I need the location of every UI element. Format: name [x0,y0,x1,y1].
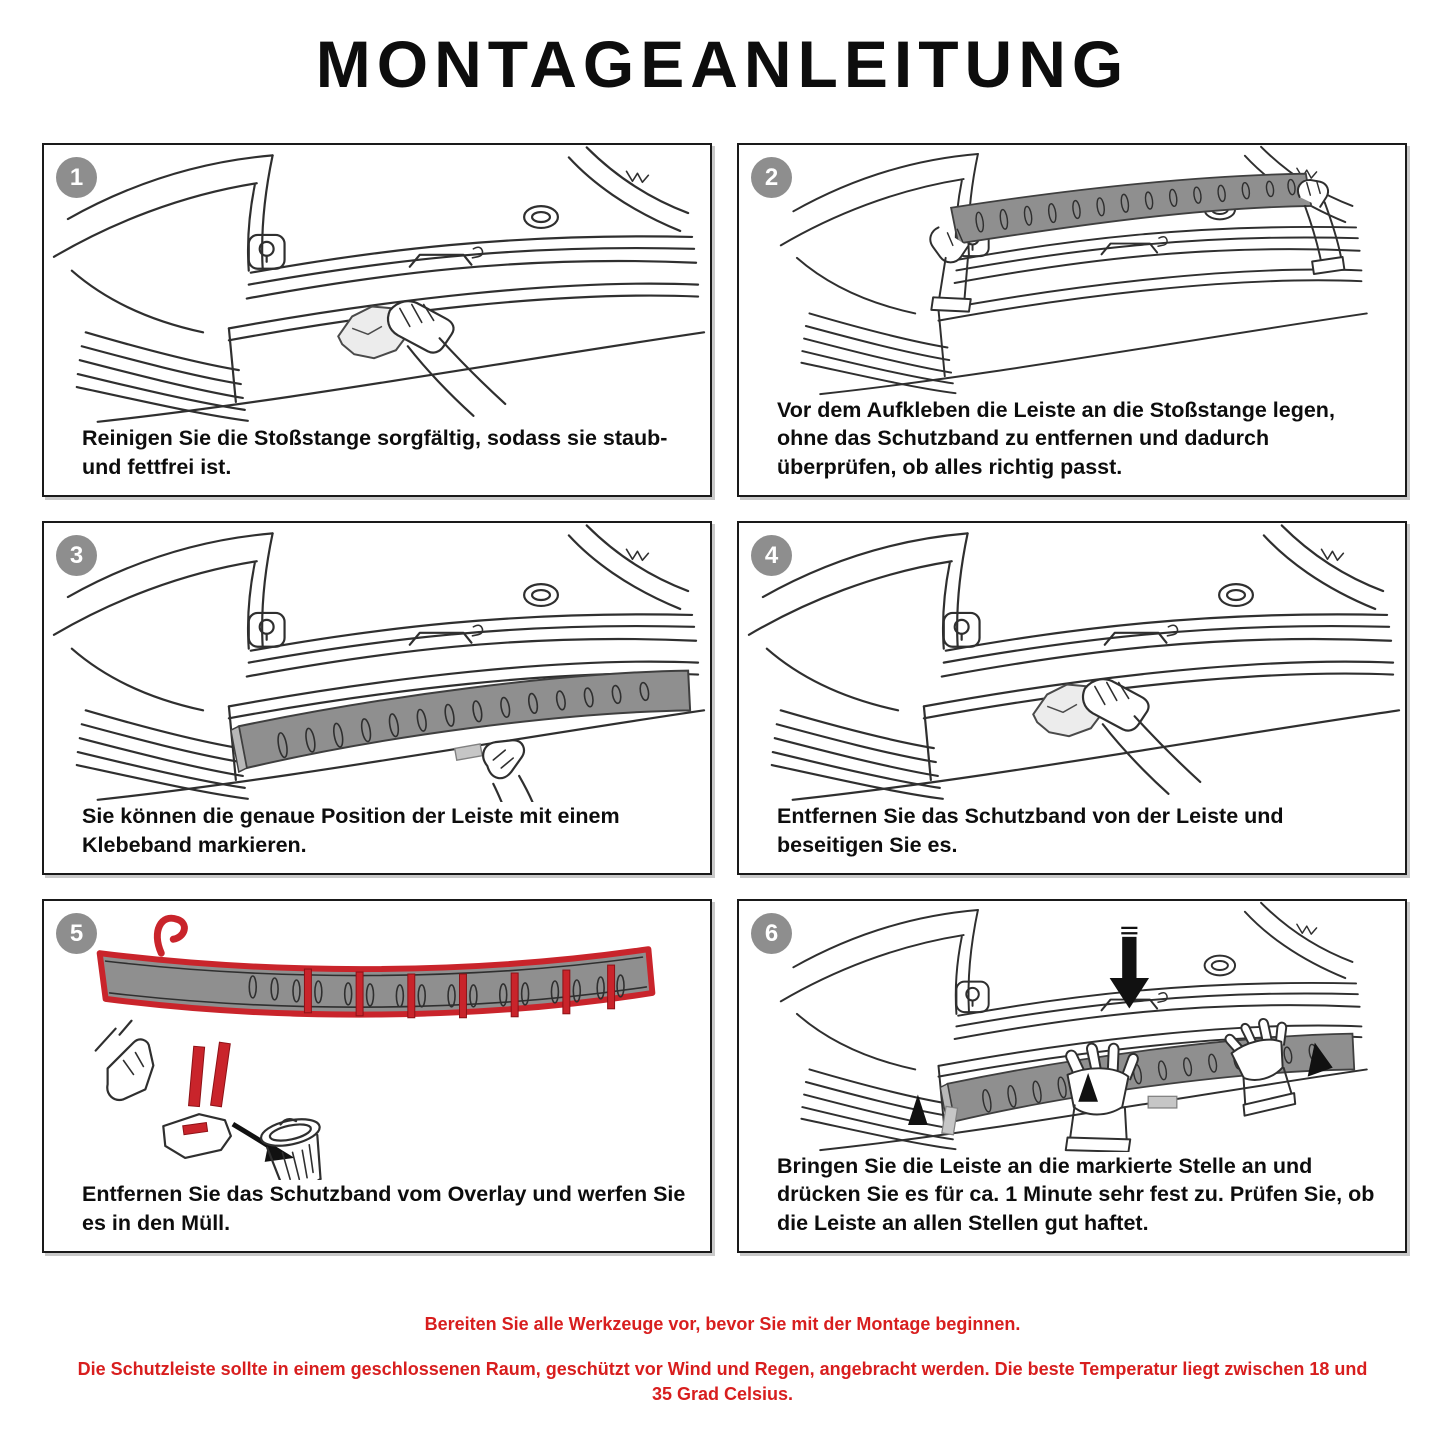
step-caption: Bringen Sie die Leiste an die markierte Stelle an und drücken Sie es für ca. 1 Minute sehr fest zu. Prüfen Sie, ob die Leiste an allen Stellen gut haftet. [777,1153,1375,1235]
step-caption: Entfernen Sie das Schutzband von der Leiste und beseitigen Sie es. [777,804,1284,857]
hand-marking-strip-position-with-tape-illustration [44,523,710,802]
step-caption: Vor dem Aufkleben die Leiste an die Stoßstange legen, ohne das Schutzband zu entfernen und dadurch überprüfen, ob alles richtig passt. [777,397,1335,479]
step-panel-6 [737,899,1407,1253]
steps-grid [42,143,1407,1253]
step-panel-5 [42,899,712,1253]
step-number-badge: 2 [751,157,792,198]
step-panel-1 [42,143,712,497]
step-caption: Entfernen Sie das Schutzband vom Overlay und werfen Sie es in den Müll. [82,1182,686,1235]
step-number-badge: 5 [56,913,97,954]
press-down-arrow [1110,928,1149,1009]
hand-with-tape [455,740,537,802]
hands-pressing-strip-with-arrows-illustration [739,901,1405,1152]
step-panel-3 [42,521,712,875]
footer-note-1: Bereiten Sie alle Werkzeuge vor, bevor Sie mit der Montage beginnen. [424,1314,1021,1334]
step-number-badge: 6 [751,913,792,954]
peeling-band-from-overlay-into-trash-illustration [44,901,710,1180]
footer-note-2: Die Schutzleiste sollte in einem geschlossenen Raum, geschützt vor Wind und Regen, angebracht werden. Die beste Temperatur liegt zwischen 18 und 35 Grad Celsius. [77,1359,1368,1404]
step-number-badge: 3 [56,535,97,576]
hand-removing-protective-band-illustration [739,523,1405,802]
step-panel-4 [737,521,1407,875]
step-caption: Sie können die genaue Position der Leiste mit einem Klebeband markieren. [82,804,620,857]
hand-wiping-bumper-with-cloth-illustration [44,145,710,424]
step-caption: Reinigen Sie die Stoßstange sorgfältig, sodass sie staub- und fettfrei ist. [82,426,668,479]
step-number-badge: 1 [56,157,97,198]
footer-notes [0,1312,1445,1406]
page-title: MONTAGEANLEITUNG [315,27,1130,101]
hands-test-fitting-strip-on-bumper-illustration [739,145,1405,396]
step-panel-2 [737,143,1407,497]
step-number-badge: 4 [751,535,792,576]
overlay-strip-with-red-band [100,918,653,1018]
